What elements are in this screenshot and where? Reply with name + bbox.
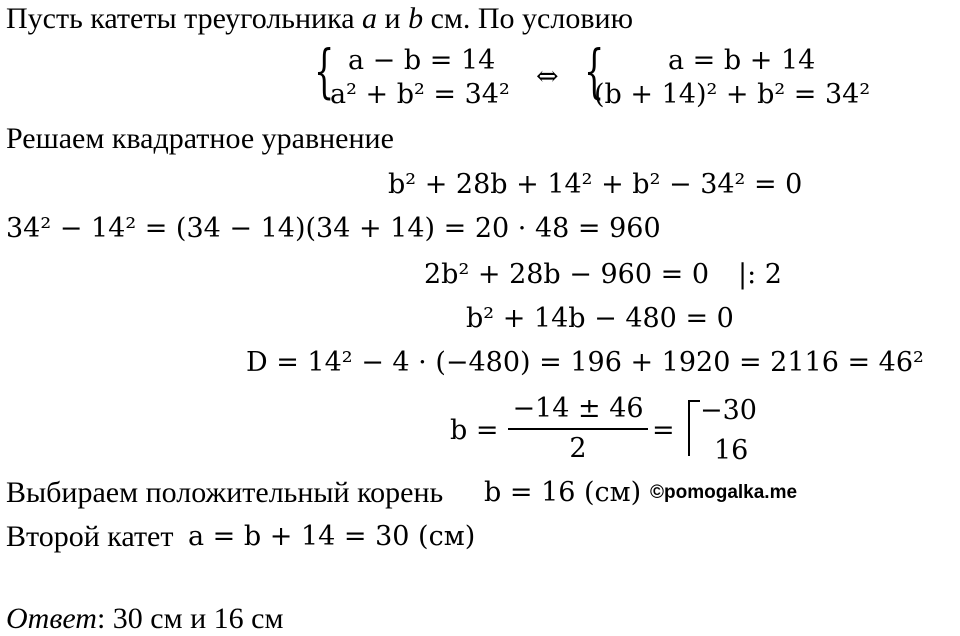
equation-quadratic: 2b² + 28b − 960 = 0 (424, 259, 710, 290)
system1-eq1: a − b = 14 (348, 45, 496, 76)
equation-difference: 34² − 14² = (34 − 14)(34 + 14) = 20 · 48 = 960 (6, 213, 661, 244)
roots-fraction (508, 392, 648, 466)
intro-prefix: Пусть катеты треугольника (6, 2, 355, 35)
answer-text: : 30 см и 16 см (96, 602, 284, 635)
equation-reduced: b² + 14b − 480 = 0 (466, 303, 734, 334)
watermark-text: ©pomogalka.me (650, 482, 798, 503)
root-1: −30 (700, 395, 757, 426)
roots-denominator: 2 (569, 433, 587, 464)
root-2: 16 (714, 435, 749, 466)
roots-equals: = (652, 415, 675, 446)
roots-numerator: −14 ± 46 (512, 393, 644, 424)
system2-eq2: (b + 14)² + b² = 34² (594, 79, 871, 110)
second-formula: a = b + 14 = 30 (см) (188, 521, 476, 552)
choose-line (6, 476, 443, 510)
equation-divide-note: |: 2 (738, 259, 782, 290)
answer-line (6, 602, 283, 636)
intro-line (6, 2, 633, 36)
roots-bracket (688, 400, 700, 456)
intro-suffix: см. По условию (430, 2, 633, 35)
fraction-bar (508, 428, 648, 430)
var-b: b (408, 2, 424, 35)
var-a: a (362, 2, 378, 35)
system-brace-right: { (584, 37, 605, 105)
equation-discriminant: D = 14² − 4 · (−480) = 196 + 1920 = 2116 = 46² (246, 347, 924, 378)
solve-heading: Решаем квадратное уравнение (6, 122, 394, 155)
system1-eq2: a² + b² = 34² (330, 79, 510, 110)
equivalence-sign: ⇔ (536, 61, 559, 92)
equation-expanded: b² + 28b + 14² + b² − 34² = 0 (388, 169, 803, 200)
system-brace-left: { (314, 37, 335, 105)
choose-text: Выбираем положительный корень (6, 476, 444, 509)
intro-and: и (384, 2, 401, 35)
second-line (6, 520, 173, 554)
system2-eq1: a = b + 14 (668, 45, 816, 76)
roots-lhs: b = (450, 415, 499, 446)
second-text: Второй катет (6, 520, 174, 553)
choose-formula: b = 16 (см) (484, 477, 642, 508)
answer-label: Ответ (6, 602, 97, 635)
